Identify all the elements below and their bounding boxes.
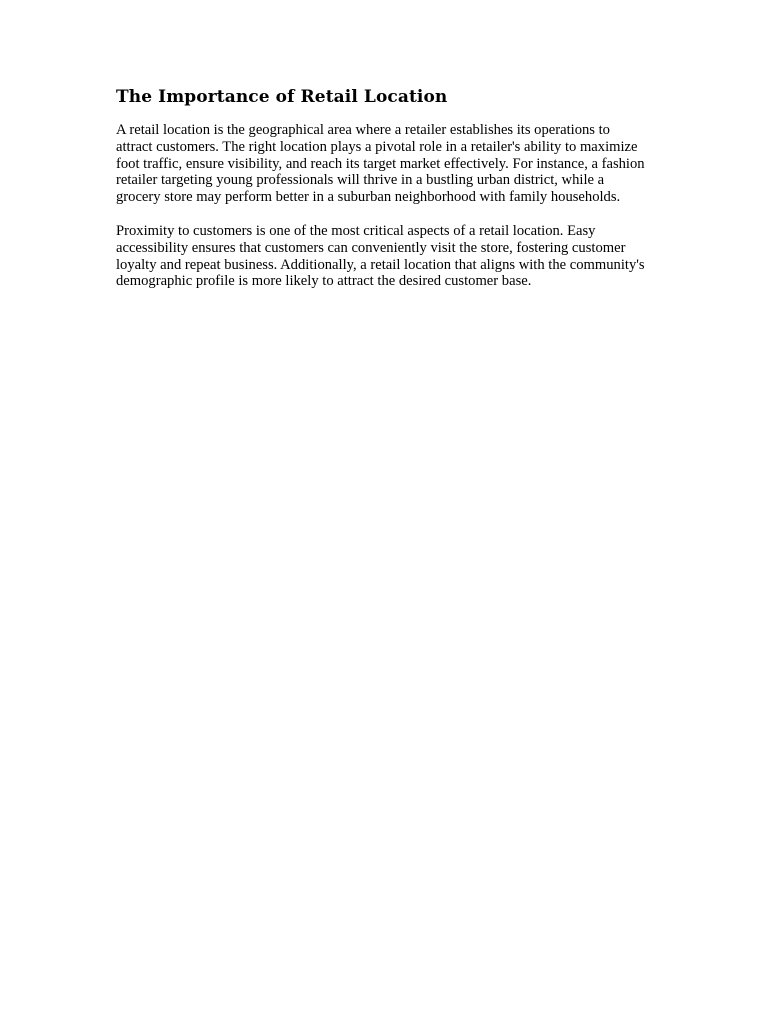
- document-page: [116, 86, 646, 307]
- document-title: The Importance of Retail Location: [116, 87, 448, 107]
- paragraph-proximity: Proximity to customers is one of the most critical aspects of a retail location. Easy accessibility ensures that customers can conveniently visit the store, fostering customer loyalty and repeat business. Additionally, a retail location that aligns with the community's demographic profile is more likely to attract the desired customer base.: [116, 222, 645, 290]
- paragraph-definition: A retail location is the geographical area where a retailer establishes its operations to attract customers. The right location plays a pivotal role in a retailer's ability to maximize foot traffic, ensure visibility, and reach its target market effectively. For instance, a fashion retailer targeting young professionals will thrive in a bustling urban district, while a grocery store may perform better in a suburban neighborhood with family households.: [116, 122, 645, 206]
